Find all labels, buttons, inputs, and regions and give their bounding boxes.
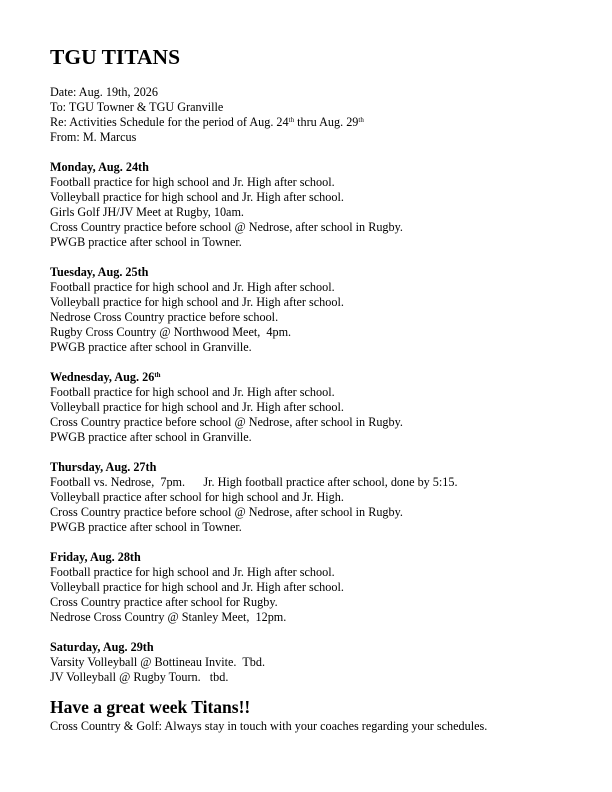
memo-date: Date: Aug. 19th, 2026 — [50, 85, 158, 99]
day-heading — [50, 160, 590, 175]
schedule-item: Volleyball practice for high school and Jr. High after school. — [50, 400, 344, 414]
day-section — [50, 160, 590, 250]
day-heading — [50, 550, 590, 565]
day-section — [50, 460, 590, 535]
closing-note: Cross Country & Golf: Always stay in touch with your coaches regarding your schedules. — [50, 719, 488, 733]
schedule-item: Volleyball practice for high school and Jr. High after school. — [50, 190, 344, 204]
day-section — [50, 265, 590, 355]
schedule-item: Cross Country practice before school @ Nedrose, after school in Rugby. — [50, 505, 403, 519]
schedule-item: Nedrose Cross Country @ Stanley Meet, 12pm. — [50, 610, 287, 624]
schedule-item: Football practice for high school and Jr. High after school. — [50, 175, 335, 189]
schedule-item: JV Volleyball @ Rugby Tourn. tbd. — [50, 670, 229, 684]
schedule-item: PWGB practice after school in Granville. — [50, 430, 252, 444]
day-heading-text: Monday, Aug. 24th — [50, 160, 149, 174]
day-heading-text: Thursday, Aug. 27th — [50, 460, 157, 474]
memo-re-prefix: Re: Activities Schedule for the period of Aug. 24 — [50, 115, 289, 129]
schedule-item: Volleyball practice for high school and Jr. High after school. — [50, 580, 344, 594]
schedule-days — [50, 160, 590, 700]
day-heading-text: Saturday, Aug. 29th — [50, 640, 154, 654]
day-section — [50, 370, 590, 445]
day-heading — [50, 370, 590, 385]
document-title: TGU TITANS — [50, 45, 181, 69]
schedule-item: PWGB practice after school in Towner. — [50, 520, 242, 534]
schedule-item: Cross Country practice before school @ Nedrose, after school in Rugby. — [50, 415, 403, 429]
schedule-item: Volleyball practice after school for high school and Jr. High. — [50, 490, 344, 504]
schedule-item: PWGB practice after school in Granville. — [50, 340, 252, 354]
memo-re-sup-1: th — [288, 116, 295, 124]
schedule-item: Varsity Volleyball @ Bottineau Invite. Tbd. — [50, 655, 266, 669]
day-heading-text: Friday, Aug. 28th — [50, 550, 141, 564]
memo-to: To: TGU Towner & TGU Granville — [50, 100, 224, 114]
day-heading — [50, 265, 590, 280]
memo-re-sup-2: th — [358, 116, 364, 124]
schedule-item: Rugby Cross Country @ Northwood Meet, 4pm. — [50, 325, 292, 339]
schedule-item: Cross Country practice before school @ Nedrose, after school in Rugby. — [50, 220, 403, 234]
closing-message: Have a great week Titans!! — [50, 697, 251, 717]
day-heading-sup: th — [154, 371, 161, 379]
memo-header — [50, 85, 364, 145]
day-heading-text: Tuesday, Aug. 25th — [50, 265, 149, 279]
schedule-item: Football vs. Nedrose, 7pm. Jr. High football practice after school, done by 5:15. — [50, 475, 458, 489]
schedule-item: Cross Country practice after school for Rugby. — [50, 595, 278, 609]
schedule-item: Football practice for high school and Jr. High after school. — [50, 565, 335, 579]
day-section — [50, 550, 590, 625]
memo-re-mid: thru Aug. 29 — [294, 115, 359, 129]
day-heading — [50, 460, 590, 475]
schedule-item: Football practice for high school and Jr. High after school. — [50, 280, 335, 294]
memo-re — [50, 115, 364, 130]
schedule-item: Girls Golf JH/JV Meet at Rugby, 10am. — [50, 205, 244, 219]
day-section — [50, 640, 590, 685]
day-heading — [50, 640, 590, 655]
day-heading-text: Wednesday, Aug. 26 — [50, 370, 155, 384]
schedule-item: Nedrose Cross Country practice before school. — [50, 310, 279, 324]
schedule-item: PWGB practice after school in Towner. — [50, 235, 242, 249]
schedule-item: Volleyball practice for high school and Jr. High after school. — [50, 295, 344, 309]
memo-from: From: M. Marcus — [50, 130, 137, 144]
schedule-item: Football practice for high school and Jr. High after school. — [50, 385, 335, 399]
